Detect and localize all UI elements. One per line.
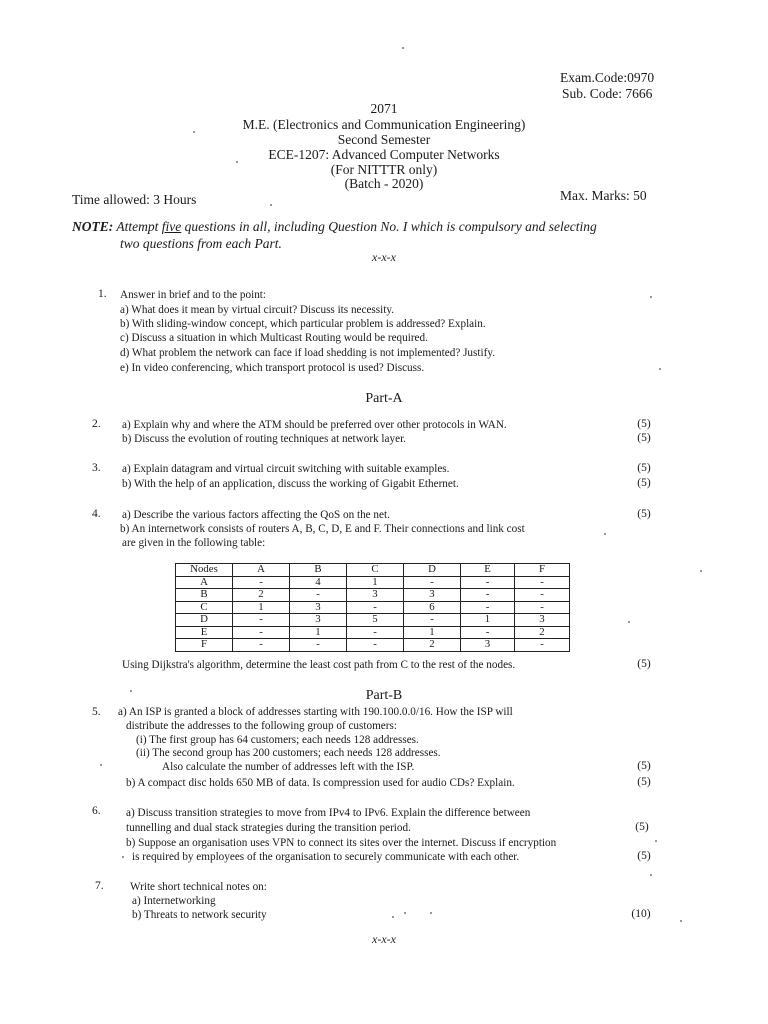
q4-marks-a: (5) bbox=[637, 508, 651, 520]
scan-speck bbox=[430, 912, 432, 914]
q5-part-a-line4: (ii) The second group has 200 customers; each needs 128 addresses. bbox=[136, 747, 441, 759]
table-cell: - bbox=[461, 576, 515, 589]
table-cell: 1 bbox=[461, 614, 515, 627]
question-number: 6. bbox=[92, 805, 101, 817]
table-cell: 6 bbox=[404, 601, 461, 614]
scan-speck bbox=[700, 570, 702, 572]
q5-marks-a: (5) bbox=[637, 760, 651, 772]
table-row bbox=[176, 589, 570, 602]
table-cell: - bbox=[515, 589, 570, 602]
q5-part-b: b) A compact disc holds 650 MB of data. Is compression used for audio CDs? Explain. bbox=[126, 777, 515, 789]
q4-part-b-line2: are given in the following table: bbox=[122, 537, 266, 549]
question-number: 2. bbox=[92, 418, 101, 430]
q1-item-b: b) With sliding-window concept, which particular problem is addressed? Explain. bbox=[120, 318, 486, 330]
q5-part-a-line2: distribute the addresses to the following group of customers: bbox=[126, 720, 397, 732]
table-cell: - bbox=[404, 576, 461, 589]
table-header-row bbox=[176, 564, 570, 577]
scan-speck bbox=[100, 764, 102, 766]
q2-part-b: b) Discuss the evolution of routing techniques at network layer. bbox=[122, 433, 406, 445]
q1-item-c: c) Discuss a situation in which Multicast Routing would be required. bbox=[120, 332, 428, 344]
question-number: 4. bbox=[92, 508, 101, 520]
table-cell: 2 bbox=[515, 626, 570, 639]
table-cell: - bbox=[233, 626, 290, 639]
max-marks: Max. Marks: 50 bbox=[560, 188, 647, 203]
table-cell: - bbox=[461, 626, 515, 639]
instruction-note bbox=[72, 219, 597, 235]
q2-part-a: a) Explain why and where the ATM should be preferred over other protocols in WAN. bbox=[122, 419, 507, 431]
scan-speck bbox=[270, 204, 272, 206]
table-cell: 3 bbox=[461, 639, 515, 652]
q1-item-e: e) In video conferencing, which transport protocol is used? Discuss. bbox=[120, 362, 425, 374]
table-cell: 1 bbox=[290, 626, 347, 639]
table-header: D bbox=[404, 564, 461, 577]
table-cell: - bbox=[233, 639, 290, 652]
table-cell: 2 bbox=[404, 639, 461, 652]
table-cell: - bbox=[347, 601, 404, 614]
link-cost-table bbox=[175, 563, 570, 652]
degree-title: M.E. (Electronics and Communication Engineering) bbox=[242, 117, 526, 132]
q7-intro: Write short technical notes on: bbox=[130, 881, 267, 893]
scan-speck bbox=[392, 916, 394, 918]
q4-part-b-line3: Using Dijkstra's algorithm, determine the least cost path from C to the rest of the nodes. bbox=[122, 659, 516, 671]
question-number: 7. bbox=[95, 880, 104, 892]
table-cell: - bbox=[290, 639, 347, 652]
table-cell: - bbox=[515, 639, 570, 652]
table-cell: 2 bbox=[233, 589, 290, 602]
table-header: A bbox=[233, 564, 290, 577]
table-row bbox=[176, 614, 570, 627]
table-cell: B bbox=[176, 589, 233, 602]
exam-code: Exam.Code:0970 bbox=[560, 70, 655, 85]
q7-part-b: b) Threats to network security bbox=[132, 909, 267, 921]
table-cell: 4 bbox=[290, 576, 347, 589]
table-cell: - bbox=[461, 589, 515, 602]
table-cell: 3 bbox=[290, 601, 347, 614]
table-cell: - bbox=[515, 601, 570, 614]
time-allowed: Time allowed: 3 Hours bbox=[72, 192, 197, 207]
q5-part-a-line1: a) An ISP is granted a block of addresses starting with 190.100.0.0/16. How the ISP will bbox=[118, 706, 513, 718]
scan-speck bbox=[402, 47, 404, 49]
table-cell: E bbox=[176, 626, 233, 639]
q1-intro: Answer in brief and to the point: bbox=[120, 289, 267, 301]
q6-part-b-line1: b) Suppose an organisation uses VPN to connect its sites over the internet. Discuss if encryption bbox=[126, 837, 557, 849]
table-cell: 5 bbox=[347, 614, 404, 627]
table-row bbox=[176, 601, 570, 614]
q5-marks-b: (5) bbox=[637, 776, 651, 788]
table-cell: - bbox=[347, 639, 404, 652]
table-cell: 3 bbox=[515, 614, 570, 627]
q6-part-a-line2: tunnelling and dual stack strategies during the transition period. bbox=[126, 822, 411, 834]
scan-speck bbox=[650, 296, 652, 298]
q3-marks-b: (5) bbox=[637, 477, 651, 489]
table-cell: - bbox=[404, 614, 461, 627]
table-cell: - bbox=[233, 614, 290, 627]
table-row bbox=[176, 576, 570, 589]
table-cell: 3 bbox=[347, 589, 404, 602]
scan-speck bbox=[604, 533, 606, 535]
q4-marks-b: (5) bbox=[637, 658, 651, 670]
subject-code: Sub. Code: 7666 bbox=[562, 86, 653, 101]
q3-part-b: b) With the help of an application, discuss the working of Gigabit Ethernet. bbox=[122, 478, 459, 490]
q2-marks-a: (5) bbox=[637, 418, 651, 430]
note-text-b: questions in all, including Question No. I which is compulsory and selecting bbox=[181, 219, 597, 234]
table-cell: 3 bbox=[290, 614, 347, 627]
table-cell: - bbox=[347, 626, 404, 639]
footer-separator: x-x-x bbox=[372, 932, 396, 946]
question-number: 3. bbox=[92, 462, 101, 474]
q6-marks-a: (5) bbox=[635, 821, 649, 833]
q6-part-a-line1: a) Discuss transition strategies to move from IPv4 to IPv6. Explain the difference between bbox=[126, 807, 531, 819]
q2-marks-b: (5) bbox=[637, 432, 651, 444]
table-row bbox=[176, 639, 570, 652]
q6-marks-b: (5) bbox=[637, 850, 651, 862]
table-header: Nodes bbox=[176, 564, 233, 577]
q1-item-a: a) What does it mean by virtual circuit? Discuss its necessity. bbox=[120, 304, 395, 316]
scan-speck bbox=[655, 840, 657, 842]
semester-title: Second Semester bbox=[337, 132, 431, 147]
scan-speck bbox=[236, 161, 238, 163]
part-b-heading: Part-B bbox=[365, 688, 403, 703]
q5-part-a-line5: Also calculate the number of addresses left with the ISP. bbox=[162, 761, 415, 773]
part-a-heading: Part-A bbox=[365, 391, 403, 406]
scan-speck bbox=[628, 621, 630, 623]
table-header: F bbox=[515, 564, 570, 577]
q4-part-a: a) Describe the various factors affecting the QoS on the net. bbox=[122, 509, 390, 521]
question-number: 1. bbox=[98, 288, 107, 300]
table-cell: 1 bbox=[347, 576, 404, 589]
batch-line: (Batch - 2020) bbox=[344, 176, 424, 191]
q3-marks-a: (5) bbox=[637, 462, 651, 474]
scan-speck bbox=[122, 856, 124, 858]
q7-part-a: a) Internetworking bbox=[132, 895, 216, 907]
scan-speck bbox=[404, 912, 406, 914]
question-number: 5. bbox=[92, 706, 101, 718]
note-label: NOTE: bbox=[72, 219, 114, 234]
exam-year: 2071 bbox=[370, 101, 398, 116]
q6-part-b-line2: is required by employees of the organisation to securely communicate with each other. bbox=[132, 851, 520, 863]
q7-marks: (10) bbox=[631, 908, 651, 920]
table-cell: - bbox=[515, 576, 570, 589]
table-cell: 3 bbox=[404, 589, 461, 602]
table-header: E bbox=[461, 564, 515, 577]
note-five: five bbox=[161, 219, 182, 234]
scan-speck bbox=[193, 131, 195, 133]
table-header: B bbox=[290, 564, 347, 577]
table-cell: A bbox=[176, 576, 233, 589]
scan-speck bbox=[680, 920, 682, 922]
course-title: ECE-1207: Advanced Computer Networks bbox=[268, 147, 500, 162]
table-cell: C bbox=[176, 601, 233, 614]
table-row bbox=[176, 626, 570, 639]
table-cell: F bbox=[176, 639, 233, 652]
scan-speck bbox=[659, 368, 661, 370]
scan-speck bbox=[130, 690, 132, 692]
note-text-a: Attempt bbox=[113, 219, 162, 234]
table-cell: - bbox=[233, 576, 290, 589]
table-cell: - bbox=[461, 601, 515, 614]
table-header: C bbox=[347, 564, 404, 577]
q4-part-b-line1: b) An internetwork consists of routers A, B, C, D, E and F. Their connections and link cost bbox=[120, 523, 525, 535]
table-cell: - bbox=[290, 589, 347, 602]
q1-item-d: d) What problem the network can face if load shedding is not implemented? Justify. bbox=[120, 347, 495, 359]
q3-part-a: a) Explain datagram and virtual circuit switching with suitable examples. bbox=[122, 463, 450, 475]
header-separator: x-x-x bbox=[372, 250, 396, 264]
table-cell: 1 bbox=[233, 601, 290, 614]
q5-part-a-line3: (i) The first group has 64 customers; each needs 128 addresses. bbox=[136, 734, 419, 746]
table-cell: 1 bbox=[404, 626, 461, 639]
for-line: (For NITTTR only) bbox=[330, 162, 438, 177]
table-cell: D bbox=[176, 614, 233, 627]
instruction-note-line2: two questions from each Part. bbox=[120, 236, 282, 251]
scan-speck bbox=[650, 874, 652, 876]
